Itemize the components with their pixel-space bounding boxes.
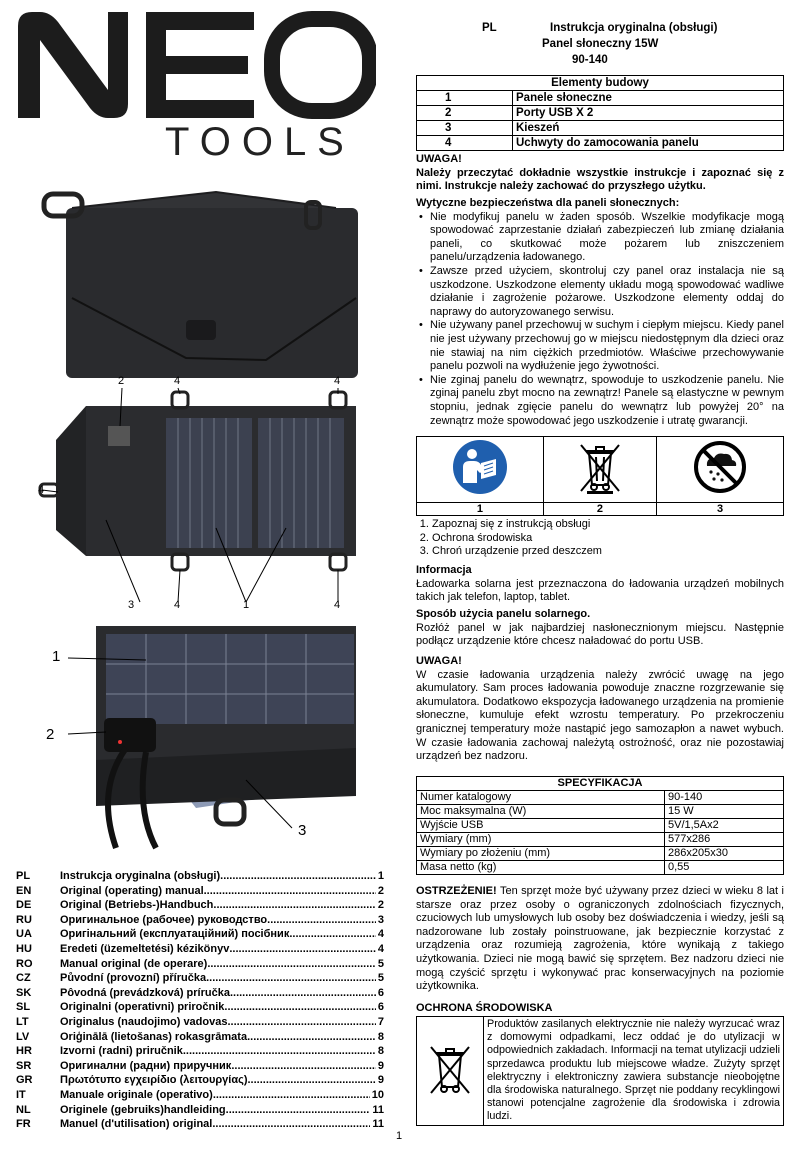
callout-4-handle: 4: [38, 484, 45, 496]
toc-row: [16, 927, 384, 942]
list-item: • Zawsze przed użyciem, skontroluj czy panel oraz instalacja nie są uszkodzone. Uszkodzone elementy układu mogą spowodować wadliwe działanie i zagrożenie pożarowe. Uszkodzone elementy oddaj do naprawy do autoryzowanego serwisu.: [430, 265, 784, 319]
spec-value: 286x205x30: [665, 847, 784, 861]
part-label: Kieszeń: [513, 121, 784, 136]
toc-page: 9: [377, 1074, 384, 1087]
toc-code: FR: [16, 1118, 31, 1131]
toc-code: NL: [16, 1103, 31, 1116]
callout-1-panels: 1: [243, 599, 250, 611]
no-rain-icon: [692, 439, 748, 495]
spec-heading: SPECYFIKACJA: [417, 777, 784, 791]
spec-key: Moc maksymalna (W): [417, 805, 665, 819]
toc-page: 6: [377, 986, 384, 999]
toc-page: 6: [377, 1001, 384, 1014]
toc-title: Manuel (d'utilisation) original: [60, 1118, 213, 1131]
toc-page: 10: [371, 1088, 384, 1101]
toc-row: [16, 942, 384, 957]
toc-code: RU: [16, 913, 32, 926]
toc-row: [16, 1044, 384, 1059]
icon-number: 1: [417, 502, 544, 515]
spec-key: Wyjście USB: [417, 819, 665, 833]
usage-text: Rozłóż panel w jak najbardziej nasłonecznionym miejscu. Następnie podłącz urządzenie które chcesz naładować do portu USB.: [416, 621, 784, 648]
table-row: [417, 791, 784, 805]
toc-row: [16, 957, 384, 972]
toc-row: [16, 1103, 384, 1118]
toc-code: SL: [16, 1001, 31, 1014]
table-row: [417, 136, 784, 151]
toc-code: HU: [16, 942, 32, 955]
part-number: 3: [417, 121, 513, 136]
environment-title: OCHRONA ŚRODOWISKA: [416, 1002, 553, 1014]
toc-title: Оригинальное (рабочее) руководство: [60, 913, 268, 926]
spec-value: 577x286: [665, 833, 784, 847]
toc-code: SR: [16, 1059, 32, 1072]
toc-title: Instrukcja oryginalna (obsługi): [60, 870, 221, 882]
table-row: [417, 106, 784, 121]
toc-title: Pôvodná (prevádzková) príručka: [60, 986, 230, 999]
callout-3-pocket: 3: [298, 822, 307, 839]
spec-value: 0,55: [665, 861, 784, 875]
list-item: • Nie używany panel przechowuj w suchym i ciepłym miejscu. Kiedy panel nie jest używany przechowuj go w miejscu niedostępnym dla dzieci oraz nie stawiaj na nim ciężkich przedmiotów. Właściwe przechowywanie panelu pozwoli na wydłużenie jego żywotności.: [430, 319, 784, 373]
toc-row: [16, 884, 384, 899]
toc-row: [16, 913, 384, 928]
toc-page: 8: [377, 1030, 384, 1043]
spec-value: 90-140: [665, 791, 784, 805]
toc-page: 3: [377, 913, 384, 926]
warning-title: UWAGA!: [416, 153, 462, 165]
warning-title: UWAGA!: [416, 655, 462, 667]
specification-table: [416, 776, 784, 875]
toc-page: 2: [377, 899, 384, 912]
toc-page: 8: [377, 1045, 384, 1058]
toc-row: [16, 898, 384, 913]
toc-page: 5: [377, 972, 384, 985]
part-number: 2: [417, 106, 513, 121]
table-row: [417, 121, 784, 136]
toc-code: DE: [16, 899, 32, 912]
toc-code: EN: [16, 884, 32, 897]
toc-code: RO: [16, 957, 33, 970]
toc-code: HR: [16, 1045, 32, 1058]
warning-section: [416, 153, 784, 194]
info-text: Ładowarka solarna jest przeznaczona do ładowania urządzeń mobilnych takich jak telefon, laptop, tablet.: [416, 577, 784, 604]
toc-code: LT: [16, 1015, 29, 1028]
tools-logo-text: TOOLS: [165, 120, 355, 164]
icon-cell: [417, 1017, 484, 1126]
toc-page: 4: [377, 942, 384, 955]
table-of-contents: [16, 869, 384, 1132]
caution-label: OSTRZEŻENIE!: [416, 885, 497, 897]
part-label: Uchwyty do zamocowania panelu: [513, 136, 784, 151]
toc-code: SK: [16, 986, 32, 999]
toc-row: [16, 1117, 384, 1132]
parts-table: [416, 75, 784, 151]
toc-row: [16, 1088, 384, 1103]
info-title: Informacja: [416, 564, 472, 576]
warning-text: Należy przeczytać dokładnie wszystkie instrukcje i zapoznać się z nimi. Instrukcje należy zachować do przyszłego użytku.: [416, 166, 784, 193]
list-item: 2. Ochrona środowiska: [432, 532, 784, 546]
charging-panel-photo: [36, 620, 366, 850]
toc-row: [16, 1015, 384, 1030]
usage-section: [416, 608, 784, 649]
toc-row: [16, 1000, 384, 1015]
charging-warning-section: [416, 655, 784, 764]
toc-page: 1: [377, 870, 384, 882]
toc-page: 7: [377, 1015, 384, 1028]
toc-row: [16, 869, 384, 884]
safety-section: [416, 197, 784, 428]
toc-title: Manuale originale (operativo): [60, 1088, 213, 1101]
document-header: [418, 22, 790, 66]
product-name: Panel słoneczny 15W: [542, 38, 659, 50]
toc-title: Originalus (naudojimo) vadovas: [60, 1015, 228, 1028]
parts-table-heading: Elementy budowy: [417, 76, 784, 91]
icon-number: 2: [543, 502, 656, 515]
callout-1-panels: 1: [52, 648, 61, 665]
toc-code: UA: [16, 928, 32, 941]
toc-title: Izvorni (radni) priručnik: [60, 1045, 183, 1058]
callout-2-usb: 2: [46, 726, 55, 743]
crossed-bin-icon: [425, 1041, 475, 1097]
unfolded-panel-photo: [36, 370, 366, 615]
spec-value: 15 W: [665, 805, 784, 819]
page-number: 1: [396, 1130, 403, 1142]
callout-4-handle: 4: [174, 599, 181, 611]
toc-row: [16, 1030, 384, 1045]
list-item: 3. Chroń urządzenie przed deszczem: [432, 545, 784, 559]
document-title: Instrukcja oryginalna (obsługi): [550, 22, 718, 34]
toc-title: Originele (gebruiks)handleiding: [60, 1103, 226, 1116]
icon-cell: [417, 437, 544, 503]
callout-4-handle: 4: [334, 599, 341, 611]
list-item: 1. Zapoznaj się z instrukcją obsługi: [432, 518, 784, 532]
table-row: [417, 819, 784, 833]
spec-key: Wymiary (mm): [417, 833, 665, 847]
warning-text: W czasie ładowania urządzenia należy zwrócić uwagę na jego akumulatory. Sam proces ładowania powoduje znaczne rozgrzewanie się akumulatora. Dodatkowo ekspozycja ładowanego urządzenia na promienie słoneczne, kumuluje efekt wzrostu temperatury. Po przekroczeniu granicznej temperatury może nastąpić jego samozapłon a nawet wybuch. W czasie ładowania zachowaj należytą ostrożność, oraz nie pozostawiaj urządzeń bez nadzoru.: [416, 668, 784, 763]
icon-cell: [543, 437, 656, 503]
spec-value: 5V/1,5Ax2: [665, 819, 784, 833]
callout-4-handle: 4: [334, 375, 341, 387]
spec-key: Numer katalogowy: [417, 791, 665, 805]
table-row: [417, 833, 784, 847]
icon-number: 3: [657, 502, 784, 515]
toc-title: Original (operating) manual: [60, 884, 204, 897]
toc-row: [16, 1059, 384, 1074]
table-row: [417, 91, 784, 106]
toc-code: IT: [16, 1088, 26, 1101]
table-row: [417, 805, 784, 819]
caution-text: Ten sprzęt może być używany przez dzieci w wieku 8 lat i starsze oraz przez osoby o ograniczonych zdolnościach fizycznych, czuciowych lub umysłowych lub osoby bez doświadczenia i wiedzy, jeśli są nadzorowane lub zostały poinstruowane, jak bezpiecznie korzystać z urządzenia oraz rozumieją zagrożenia, które wynikają z takiego użytkowania. Dzieci nie mogą bawić się sprzętem. Bez nadzoru dzieci nie mogą czyścić sprzętu i wykonywać prac konserwacyjnych na poziomie użytkownika.: [416, 885, 784, 993]
model-number: 90-140: [572, 54, 608, 66]
toc-page: 11: [372, 1103, 384, 1116]
spec-key: Masa netto (kg): [417, 861, 665, 875]
part-label: Porty USB X 2: [513, 106, 784, 121]
toc-page: 11: [372, 1118, 384, 1131]
part-label: Panele słoneczne: [513, 91, 784, 106]
spec-key: Wymiary po złożeniu (mm): [417, 847, 665, 861]
icon-cell: [657, 437, 784, 503]
toc-code: PL: [16, 870, 31, 882]
language-code: PL: [482, 22, 497, 34]
toc-title: Πρωτότυπο εγχειρίδιο (λειτουργίας): [60, 1074, 248, 1087]
read-manual-icon: [452, 439, 508, 495]
icon-captions: [416, 518, 784, 559]
toc-title: Manual original (de operare): [60, 957, 208, 970]
environment-table: [416, 1016, 784, 1126]
toc-title: Оригінальний (експлуатаційний) посібник: [60, 928, 290, 941]
toc-row: [16, 986, 384, 1001]
crossed-bin-icon: [575, 439, 625, 495]
caution-section: [416, 885, 784, 994]
callout-2-usb: 2: [118, 375, 125, 387]
toc-title: Oriģinālā (lietošanas) rokasgrāmata: [60, 1030, 248, 1043]
neo-logo: [16, 6, 376, 126]
toc-title: Eredeti (üzemeltetési) kézikönyv: [60, 942, 230, 955]
list-item: • Nie zginaj panelu do wewnątrz, spowoduje to uszkodzenie panelu. Nie zginaj panelu zbyt mocno na zewnątrz! Panele są elastyczne w pewnym stopniu, jednak zgięcie panelu do wewnątrz lub powyżej 20° na zewnątrz może spowodować jego uszkodzenie i utratę gwarancji.: [430, 374, 784, 428]
toc-row: [16, 971, 384, 986]
folded-panel-photo: [36, 188, 366, 378]
callout-3-pocket: 3: [128, 599, 135, 611]
safety-title: Wytyczne bezpieczeństwa dla paneli słonecznych:: [416, 197, 680, 209]
table-row: [417, 861, 784, 875]
toc-title: Originalni (operativni) priročnik: [60, 1001, 225, 1014]
toc-page: 5: [377, 957, 384, 970]
safety-icons-table: [416, 436, 784, 516]
toc-title: Původní (provozní) příručka: [60, 972, 207, 985]
list-item: • Nie modyfikuj panelu w żaden sposób. Wszelkie modyfikacje mogą spowodować zaprzestanie działań zabezpieczeń lub zmianę działania paneli, co skutkować może pożarem lub zniszczeniem panelu/urządzenia ładowanego.: [430, 211, 784, 265]
part-number: 4: [417, 136, 513, 151]
toc-page: 4: [377, 928, 384, 941]
table-row: [417, 847, 784, 861]
toc-title: Original (Betriebs-)Handbuch: [60, 899, 214, 912]
toc-code: CZ: [16, 972, 31, 985]
part-number: 1: [417, 91, 513, 106]
info-section: [416, 564, 784, 605]
toc-page: 2: [377, 884, 384, 897]
toc-code: LV: [16, 1030, 30, 1043]
callout-4-handle: 4: [174, 375, 181, 387]
environment-text: Produktów zasilanych elektrycznie nie należy wyrzucać wraz z domowymi odpadkami, lecz oddać je do utylizacji w odpowiednich zakładach. Informacji na temat utylizacji udzieli sprzedawca produktu lub miejscowe władze. Zużyty sprzęt elektryczny i elektroniczny zawiera substancje nieobojętne dla środowiska naturalnego. Sprzęt nie poddany recyklingowi stanowi potencjalne zagrożenie dla środowiska i zdrowia ludzi.: [484, 1017, 784, 1126]
toc-page: 9: [377, 1059, 384, 1072]
toc-title: Оригинални (радни) приручник: [60, 1059, 232, 1072]
usage-title: Sposób użycia panelu solarnego.: [416, 608, 591, 620]
toc-row: [16, 1073, 384, 1088]
toc-code: GR: [16, 1074, 33, 1087]
